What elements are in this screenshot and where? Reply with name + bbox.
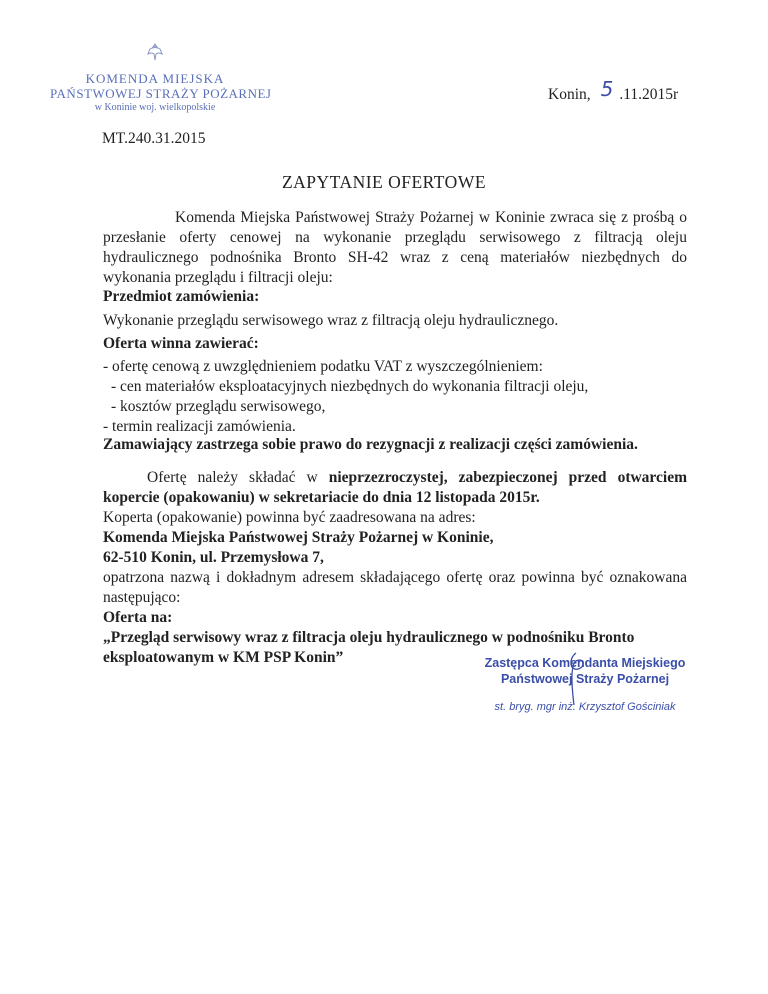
signature-line-1: Zastępca Komendanta Miejskiego [484, 656, 686, 670]
list-item: - kosztów przeglądu serwisowego, [111, 398, 326, 415]
offer-list [103, 357, 687, 437]
subject-text: Wykonanie przeglądu serwisowego wraz z filtracją oleju hydraulicznego. [103, 312, 559, 329]
list-item: - cen materiałów eksploatacyjnych niezbędnych do wykonania filtracji oleju, [111, 378, 589, 395]
place: Konin, [548, 86, 591, 103]
submission-line-1 [103, 468, 687, 488]
handwritten-signature-icon [556, 649, 596, 709]
address-line-1: Komenda Miejska Państwowej Straży Pożarnej w Koninie, [103, 529, 494, 546]
submission-instructions [103, 468, 687, 668]
reference-number: MT.240.31.2015 [102, 130, 206, 147]
place-and-date [548, 77, 679, 104]
eagle-emblem-icon [144, 42, 166, 64]
reservation-note: Zamawiający zastrzega sobie prawo do rezygnacji z realizacji części zamówienia. [103, 436, 638, 453]
signature-line-2: Państwowej Straży Pożarnej [500, 672, 670, 686]
stamp-line-3: w Koninie woj. wielkopolskie [94, 102, 216, 113]
marking-note: opatrzona nazwą i dokładnym adresem składającego ofertę oraz powinna być oznakowana następująco: [103, 569, 687, 606]
offer-title: „Przegląd serwisowy wraz z filtracja oleju hydraulicznego w podnośniku Bronto eksploatowanym w KM PSP Konin” [103, 629, 635, 666]
signature-stamp [460, 655, 710, 714]
date-rest: .11.2015r [619, 86, 679, 103]
institution-stamp [50, 42, 272, 114]
envelope-note: Koperta (opakowanie) powinna być zaadresowana na adres: [103, 509, 476, 526]
document-title: ZAPYTANIE OFERTOWE [281, 172, 487, 192]
subject-heading: Przedmiot zamówienia: [103, 288, 260, 305]
submission-line-1a: Ofertę należy składać w [147, 469, 329, 486]
address-line-2: 62-510 Konin, ul. Przemysłowa 7, [103, 549, 324, 566]
stamp-line-1: KOMENDA MIEJSKA [85, 71, 225, 86]
offer-for-label: Oferta na: [103, 609, 173, 626]
stamp-line-2: PAŃSTWOWEJ STRAŻY POŻARNEJ [50, 86, 272, 101]
offer-heading: Oferta winna zawierać: [103, 335, 259, 352]
submission-line-1b: nieprzezroczystej, zabezpieczonej przed otwarciem [328, 469, 687, 486]
signature-line-3: st. bryg. mgr inż. Krzysztof Gościniak [494, 701, 676, 713]
list-item: - ofertę cenową z uwzględnieniem podatku VAT z wyszczególnieniem: [103, 358, 543, 375]
submission-deadline: kopercie (opakowaniu) w sekretariacie do dnia 12 listopada 2015r. [103, 489, 540, 506]
list-item: - termin realizacji zamówienia. [103, 418, 296, 435]
intro-paragraph: Komenda Miejska Państwowej Straży Pożarnej w Koninie zwraca się z prośbą o przesłanie oferty cenowej na wykonanie przeglądu serwisowego z filtracją oleju hydraulicznego podnośnika Bronto SH-42 wraz z ceną materiałów niezbędnych do wykonania przeglądu i filtracji oleju: [103, 209, 687, 286]
handwritten-day: 5 [600, 77, 614, 101]
